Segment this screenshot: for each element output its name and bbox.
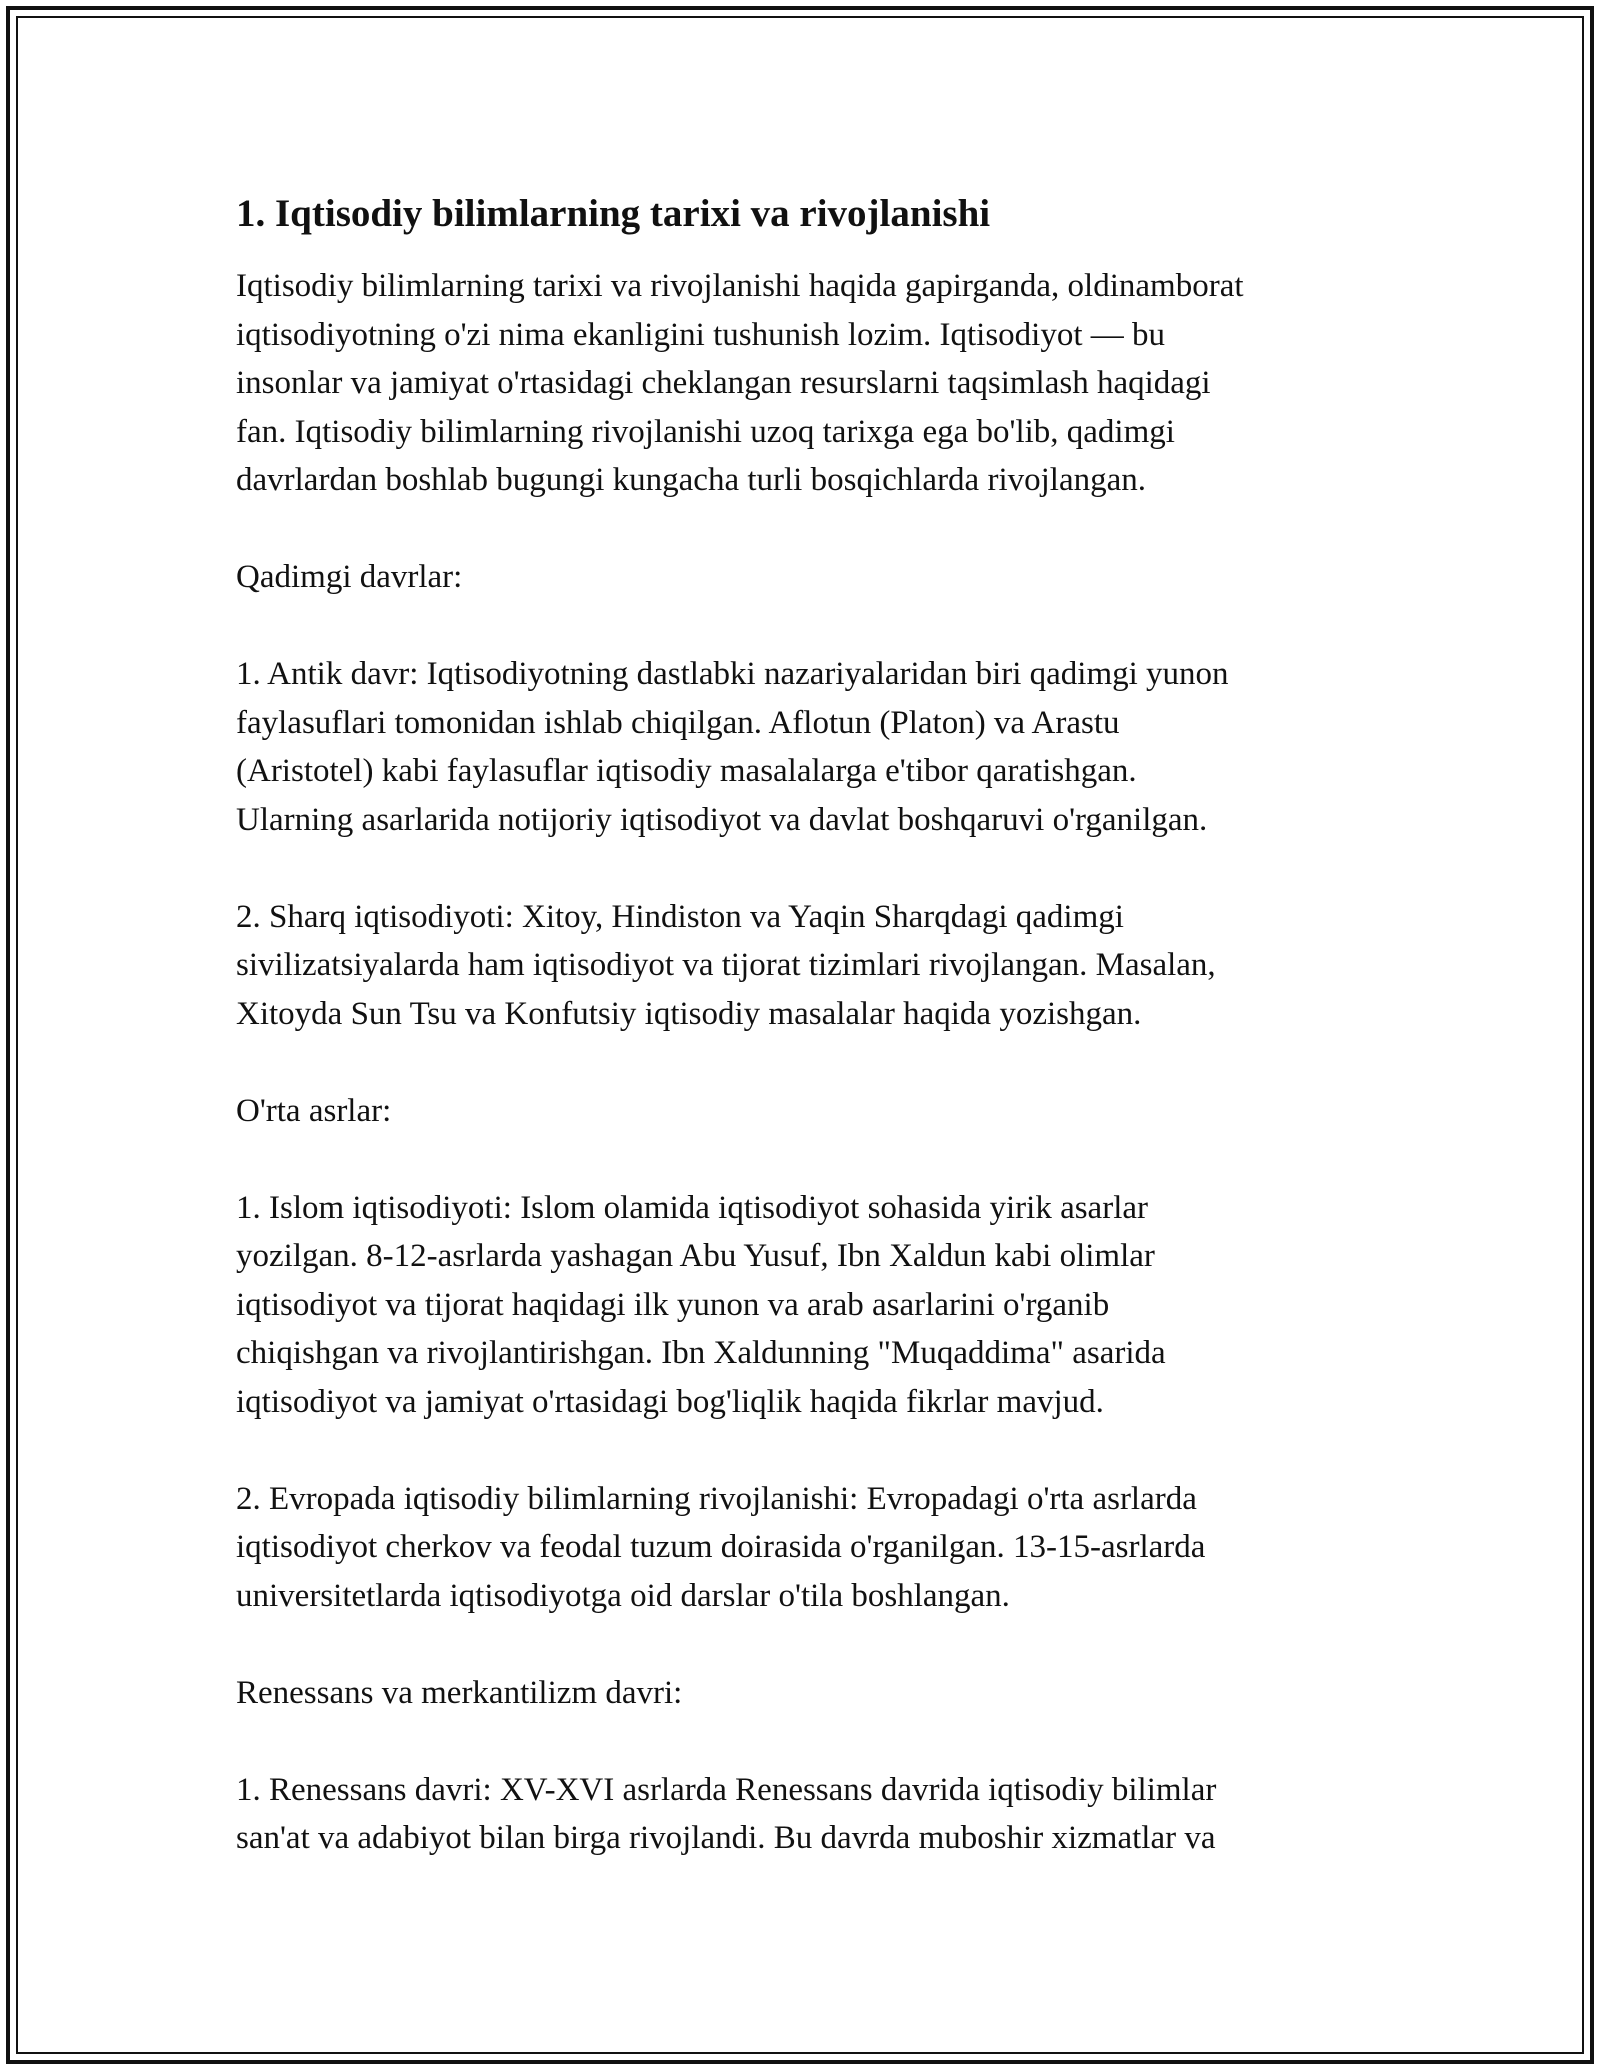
intro-paragraph: Iqtisodiy bilimlarning tarixi va rivojlanishi haqida gapirganda, oldinamborat iqtisodiyotning o'zi nima ekanligini tushunish lozim. Iqtisodiyot — bu insonlar va jamiyat o'rtasidagi cheklangan resurslarni taqsimlash haqidagi fan. Iqtisodiy bilimlarning rivojlanishi uzoq tarixga ega bo'lib, qadimgi davrlardan boshlab bugungi kungacha turli bosqichlarda rivojlangan.	[236, 268, 1244, 498]
subheading-ancient-times: Qadimgi davrlar:	[236, 559, 463, 595]
subheading-renaissance: Renessans va merkantilizm davri:	[236, 1674, 683, 1711]
subheading-middle-ages: O'rta asrlar:	[236, 1092, 392, 1129]
paragraph-islamic-economy: 1. Islom iqtisodiyoti: Islom olamida iqtisodiyot sohasida yirik asarlar yozilgan. 8-12-asrlarda yashagan Abu Yusuf, Ibn Xaldun kabi olimlar iqtisodiyot va tijorat haqidagi ilk yunon va arab asarlarini o'rganib chiqishgan va rivojlantirishgan. Ibn Xaldunning "Muqaddima" asarida iqtisodiyot va jamiyat o'rtasidagi bog'liqlik haqida fikrlar mavjud.	[236, 1189, 1166, 1420]
section-heading: 1. Iqtisodiy bilimlarning tarixi va rivojlanishi	[236, 192, 991, 235]
paragraph-european-economy: 2. Evropada iqtisodiy bilimlarning rivojlanishi: Evropadagi o'rta asrlarda iqtisodiyot cherkov va feodal tuzum doirasida o'rganilgan. 13-15-asrlarda universitetlarda iqtisodiyotga oid darslar o'tila boshlangan.	[236, 1480, 1206, 1614]
paragraph-eastern-economy: 2. Sharq iqtisodiyoti: Xitoy, Hindiston va Yaqin Sharqdagi qadimgi sivilizatsiyalarda ham iqtisodiyot va tijorat tizimlari rivojlangan. Masalan, Xitoyda Sun Tsu va Konfutsiy iqtisodiy masalalar haqida yozishgan.	[236, 898, 1216, 1032]
document-body	[236, 188, 1366, 1863]
paragraph-antique-era: 1. Antik davr: Iqtisodiyotning dastlabki nazariyalaridan biri qadimgi yunon faylasuflari tomonidan ishlab chiqilgan. Aflotun (Platon) va Arastu (Aristotel) kabi faylasuflar iqtisodiy masalalarga e'tibor qaratishgan. Ularning asarlarida notijoriy iqtisodiyot va davlat boshqaruvi o'rganilgan.	[236, 656, 1229, 838]
paragraph-renaissance-era: 1. Renessans davri: XV-XVI asrlarda Renessans davrida iqtisodiy bilimlar san'at va adabiyot bilan birga rivojlandi. Bu davrda muboshir xizmatlar va	[236, 1771, 1217, 1856]
